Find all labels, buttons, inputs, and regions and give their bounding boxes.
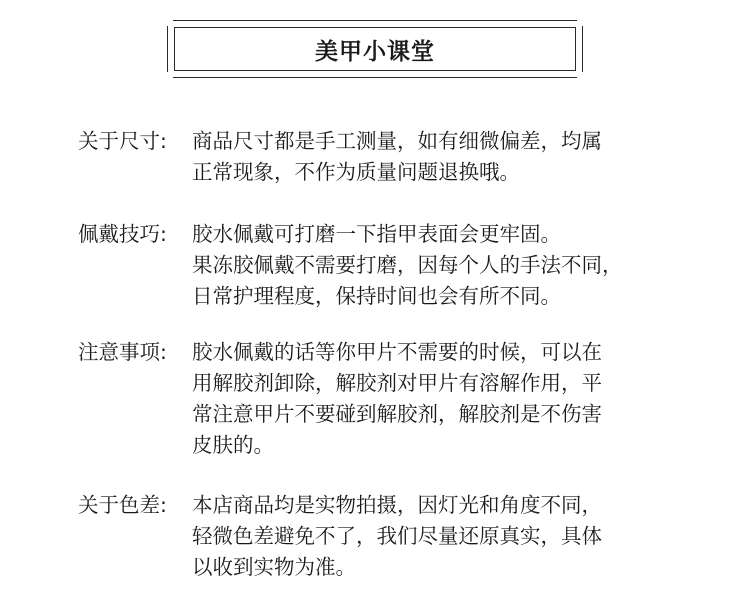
title-frame <box>167 20 583 78</box>
section-line: 正常现象，不作为质量问题退换哦。 <box>192 160 520 184</box>
section-body <box>192 337 698 461</box>
section-size <box>78 126 698 188</box>
section-label: 佩戴技巧: <box>78 222 167 246</box>
section-line: 日常护理程度，保持时间也会有所不同。 <box>192 284 561 308</box>
section-precautions <box>78 337 698 461</box>
section-line: 胶水佩戴可打磨一下指甲表面会更牢固。 <box>192 222 561 246</box>
section-line: 以收到实物为准。 <box>192 555 356 579</box>
section-line: 轻微色差避免不了，我们尽量还原真实，具体 <box>192 524 602 548</box>
section-body <box>192 126 698 188</box>
frame-line-right <box>582 26 583 72</box>
frame-line-top <box>173 20 577 21</box>
section-wearing-tips <box>78 219 698 312</box>
section-label: 关于尺寸: <box>78 129 167 153</box>
frame-line-bottom <box>173 77 577 78</box>
title-box <box>174 27 576 71</box>
frame-line-left <box>167 26 168 72</box>
section-line: 用解胶剂卸除，解胶剂对甲片有溶解作用，平 <box>192 371 602 395</box>
section-line: 本店商品均是实物拍摄，因灯光和角度不同， <box>192 493 602 517</box>
section-color-difference <box>78 490 698 583</box>
section-line: 皮肤的。 <box>192 433 274 457</box>
page-title: 美甲小课堂 <box>315 38 435 65</box>
section-line: 常注意甲片不要碰到解胶剂，解胶剂是不伤害 <box>192 402 602 426</box>
section-line: 果冻胶佩戴不需要打磨，因每个人的手法不同， <box>192 253 623 277</box>
section-label: 关于色差: <box>78 493 167 517</box>
section-line: 商品尺寸都是手工测量，如有细微偏差，均属 <box>192 129 602 153</box>
section-body <box>192 219 698 312</box>
section-line: 胶水佩戴的话等你甲片不需要的时候，可以在 <box>192 340 602 364</box>
section-body <box>192 490 698 583</box>
section-label: 注意事项: <box>78 340 167 364</box>
